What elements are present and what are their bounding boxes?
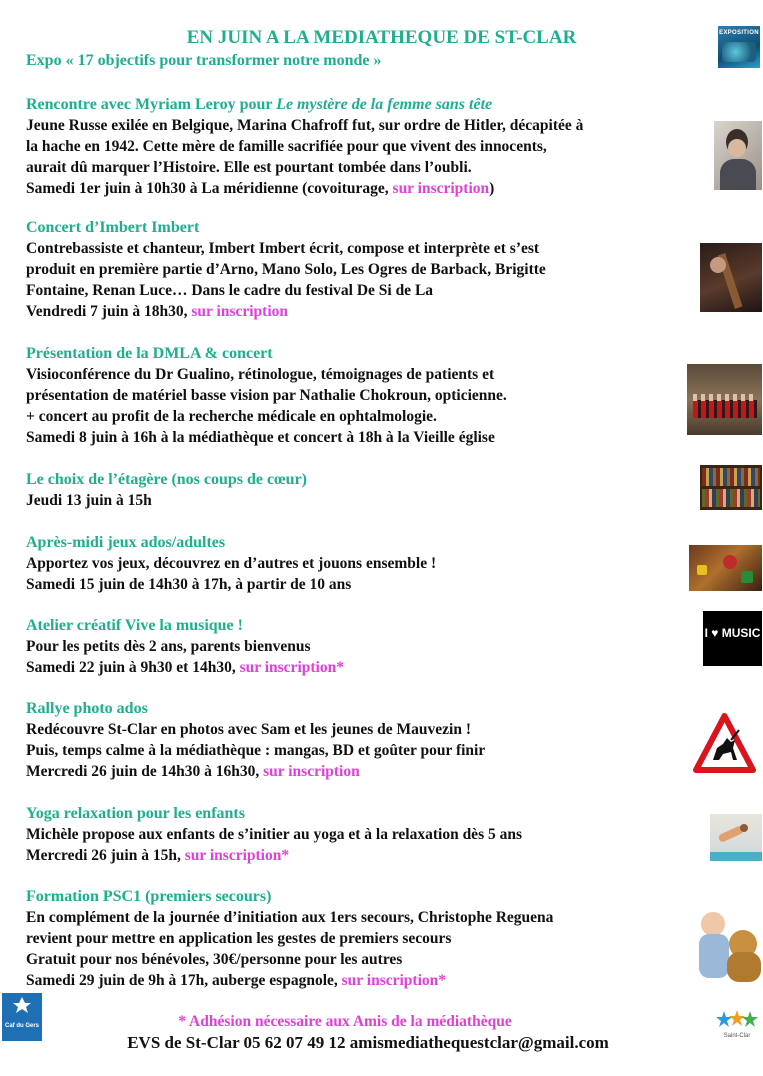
event-psc1 <box>26 886 706 991</box>
event-description: Michèle propose aux enfants de s’initier au yoga et à la relaxation dès 5 ans <box>26 826 522 843</box>
event-title: Concert d’Imbert Imbert <box>26 219 200 236</box>
inscription-link[interactable]: sur inscription <box>392 180 490 197</box>
i-love-music-image <box>703 611 762 666</box>
event-description: revient pour mettre en application les gestes de premiers secours <box>26 930 452 947</box>
choir-photo <box>687 364 762 435</box>
board-games-photo <box>689 545 762 591</box>
event-description: Pour les petits dès 2 ans, parents bienvenus <box>26 638 311 655</box>
event-description: Puis, temps calme à la médiathèque : mangas, BD et goûter pour finir <box>26 742 486 759</box>
event-description: En complément de la journée d’initiation aux 1ers secours, Christophe Reguena <box>26 909 554 926</box>
event-etagere <box>26 469 706 511</box>
event-date: Samedi 22 juin à 9h30 et 14h30, sur inscription* <box>26 659 344 676</box>
event-description: la hache en 1942. Cette mère de famille sacrifiée pour que vivent des innocents, <box>26 138 547 155</box>
inscription-link[interactable]: sur inscription* <box>184 847 290 864</box>
event-date: Mercredi 26 juin à 15h, sur inscription* <box>26 847 290 864</box>
child-teddy-photo <box>699 908 762 983</box>
expo-image <box>718 26 760 68</box>
event-date: Samedi 15 juin de 14h30 à 17h, à partir de 10 ans <box>26 576 352 593</box>
footer-contact: EVS de St-Clar 05 62 07 49 12 amismediathequestclar@gmail.com <box>127 1033 609 1052</box>
page-title: EN JUIN A LA MEDIATHEQUE DE ST-CLAR <box>186 27 577 48</box>
event-description: produit en première partie d’Arno, Mano Solo, Les Ogres de Barback, Brigitte <box>26 261 546 278</box>
footer-note: * Adhésion nécessaire aux Amis de la médiathèque <box>178 1013 512 1030</box>
st-clar-logo-text: Saint-Clar <box>723 1033 751 1039</box>
i-love-music-text: I ♥ MUSIC <box>704 626 761 640</box>
event-date: Vendredi 7 juin à 18h30, sur inscription <box>26 303 289 320</box>
unicorn-warning-sign-icon <box>693 712 756 776</box>
event-atelier-musique <box>26 615 706 678</box>
author-photo <box>714 121 762 190</box>
event-description: Apportez vos jeux, découvrez en d’autres et jouons ensemble ! <box>26 555 437 572</box>
event-description: Contrebassiste et chanteur, Imbert Imbert écrit, compose et interprète et s’est <box>26 240 540 257</box>
event-description: + concert au profit de la recherche médicale en ophtalmologie. <box>26 408 437 425</box>
event-description: Gratuit pour nos bénévoles, 30€/personne pour les autres <box>26 951 403 968</box>
expo-image-caption: EXPOSITION <box>719 30 759 36</box>
event-description: Redécouvre St-Clar en photos avec Sam et les jeunes de Mauvezin ! <box>26 721 471 738</box>
expo-title: Expo « 17 objectifs pour transformer notre monde » <box>26 52 382 69</box>
event-title: Rallye photo ados <box>26 700 148 717</box>
st-clar-logo <box>716 1008 758 1042</box>
event-description: Visioconférence du Dr Gualino, rétinologue, témoignages de patients et <box>26 366 495 383</box>
event-title: Après-midi jeux ados/adultes <box>26 534 226 551</box>
event-description: présentation de matériel basse vision par Nathalie Chokroun, opticienne. <box>26 387 507 404</box>
bookshelf-photo <box>700 465 762 510</box>
event-title: Présentation de la DMLA & concert <box>26 345 273 362</box>
event-date: Jeudi 13 juin à 15h <box>26 492 152 509</box>
event-concert <box>26 217 706 322</box>
yoga-photo <box>710 814 762 861</box>
event-rallye-photo <box>26 698 706 782</box>
musician-photo <box>700 243 762 312</box>
inscription-link[interactable]: sur inscription* <box>341 972 447 989</box>
event-date: Mercredi 26 juin de 14h30 à 16h30, sur inscription <box>26 763 360 780</box>
event-title: Rencontre avec Myriam Leroy pour Le mystère de la femme sans tête <box>26 96 493 113</box>
event-description: Jeune Russe exilée en Belgique, Marina Chafroff fut, sur ordre de Hitler, décapitée à <box>26 117 584 134</box>
event-date: Samedi 29 juin de 9h à 17h, auberge espagnole, sur inscription* <box>26 972 447 989</box>
book-title: Le mystère de la femme sans tête <box>276 96 493 113</box>
inscription-link[interactable]: sur inscription <box>191 303 289 320</box>
inscription-link[interactable]: sur inscription* <box>239 659 344 676</box>
event-title: Le choix de l’étagère (nos coups de cœur) <box>26 471 307 488</box>
event-title: Formation PSC1 (premiers secours) <box>26 888 272 905</box>
event-rencontre <box>26 94 706 199</box>
caf-logo-text: Caf du Gers <box>4 1023 39 1029</box>
event-dmla <box>26 343 706 448</box>
event-date: Samedi 1er juin à 10h30 à La méridienne (covoiturage, sur inscription) <box>26 180 495 197</box>
event-date: Samedi 8 juin à 16h à la médiathèque et concert à 18h à la Vieille église <box>26 429 495 446</box>
event-description: Fontaine, Renan Luce… Dans le cadre du festival De Si de La <box>26 282 434 299</box>
inscription-link[interactable]: sur inscription <box>263 763 360 780</box>
event-title: Atelier créatif Vive la musique ! <box>26 617 243 634</box>
event-description: aurait dû marquer l’Histoire. Elle est pourtant tombée dans l’oubli. <box>26 159 472 176</box>
event-title: Yoga relaxation pour les enfants <box>26 805 245 822</box>
event-jeux <box>26 532 706 595</box>
event-yoga <box>26 803 706 866</box>
